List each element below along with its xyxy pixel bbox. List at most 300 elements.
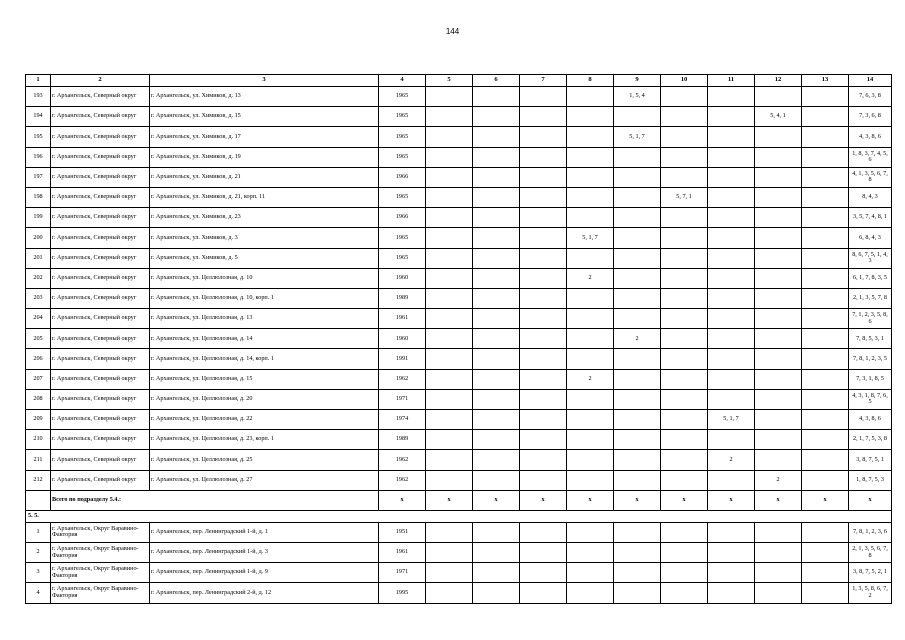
table-cell (426, 329, 473, 349)
total-value: x (567, 490, 614, 510)
table-cell (614, 268, 661, 288)
table-cell: г. Архангельск, ул. Целлюлозная, д. 25 (150, 450, 379, 470)
table-cell (614, 349, 661, 369)
table-cell: 202 (26, 268, 51, 288)
table-cell (426, 248, 473, 268)
table-cell (567, 87, 614, 107)
table-cell: 4 (26, 583, 51, 603)
table-cell (708, 288, 755, 308)
table-cell (755, 563, 802, 583)
table-row (26, 583, 892, 603)
table-cell (473, 450, 520, 470)
table-cell: 7, 1, 2, 3, 5, 8, 6 (849, 309, 892, 329)
table-cell (426, 583, 473, 603)
column-header: 5 (426, 75, 473, 87)
table-cell: г. Архангельск, ул. Целлюлозная, д. 10 (150, 268, 379, 288)
table-cell (661, 167, 708, 187)
table-row (26, 389, 892, 409)
table-cell: г. Архангельск, ул. Целлюлозная, д. 15 (150, 369, 379, 389)
table-cell (708, 87, 755, 107)
table-cell (473, 208, 520, 228)
table-cell: 5, 1, 7 (614, 127, 661, 147)
table-cell (520, 147, 567, 167)
table-cell (567, 167, 614, 187)
table-cell (708, 208, 755, 228)
table-cell (473, 309, 520, 329)
table-cell (520, 87, 567, 107)
table-cell: 1991 (379, 349, 426, 369)
table-cell (567, 329, 614, 349)
total-value: x (520, 490, 567, 510)
table-cell (802, 470, 849, 490)
total-value: x (379, 490, 426, 510)
table-cell: 2, 1, 7, 5, 3, 8 (849, 430, 892, 450)
table-cell (473, 410, 520, 430)
table-cell (567, 349, 614, 369)
table-cell (520, 522, 567, 542)
table-cell: 3, 5, 7, 4, 8, 1 (849, 208, 892, 228)
table-cell: 193 (26, 87, 51, 107)
table-cell: 1, 5, 4 (614, 87, 661, 107)
table-cell: 1966 (379, 208, 426, 228)
table-cell (708, 167, 755, 187)
table-cell: 1965 (379, 228, 426, 248)
table-cell: г. Архангельск, Округ Варавино-Фактория (51, 522, 150, 542)
table-cell: 2, 1, 3, 5, 6, 7, 8 (849, 542, 892, 562)
table-cell (473, 522, 520, 542)
table-cell (802, 329, 849, 349)
table-row (26, 309, 892, 329)
table-cell: 2 (755, 470, 802, 490)
table-cell: 197 (26, 167, 51, 187)
table-cell (755, 309, 802, 329)
table-cell: 1, 8, 3, 7, 4, 5, 6 (849, 147, 892, 167)
table-cell (614, 369, 661, 389)
table-cell (426, 563, 473, 583)
table-cell (520, 583, 567, 603)
table-cell (802, 349, 849, 369)
total-row (26, 490, 892, 510)
table-cell (614, 228, 661, 248)
table-cell: 6, 1, 7, 8, 3, 5 (849, 268, 892, 288)
table-cell (614, 389, 661, 409)
table-cell (755, 288, 802, 308)
table-cell (473, 430, 520, 450)
table-cell (473, 470, 520, 490)
table-cell: 210 (26, 430, 51, 450)
table-cell (567, 309, 614, 329)
table-cell (755, 522, 802, 542)
table-cell: 4, 3, 8, 6 (849, 127, 892, 147)
table-cell: г. Архангельск, Северный округ (51, 87, 150, 107)
table-cell: 4, 3, 8, 6 (849, 410, 892, 430)
table-row (26, 369, 892, 389)
table-row (26, 349, 892, 369)
table-cell: г. Архангельск, Северный округ (51, 208, 150, 228)
table-cell (755, 410, 802, 430)
column-header: 4 (379, 75, 426, 87)
table-cell: 2 (708, 450, 755, 470)
table-cell: 1962 (379, 450, 426, 470)
table-cell: 3, 8, 7, 5, 1 (849, 450, 892, 470)
table-cell: 7, 8, 1, 2, 3, 6 (849, 522, 892, 542)
table-cell (26, 490, 51, 510)
table-cell: 7, 3, 1, 8, 5 (849, 369, 892, 389)
table-cell (473, 349, 520, 369)
table-cell: 1960 (379, 329, 426, 349)
table-cell: г. Архангельск, ул. Целлюлозная, д. 13 (150, 309, 379, 329)
total-value: x (614, 490, 661, 510)
table-cell: 1971 (379, 389, 426, 409)
table-cell (661, 329, 708, 349)
table-cell (567, 430, 614, 450)
table-cell (426, 369, 473, 389)
table-cell (661, 107, 708, 127)
table-cell (567, 522, 614, 542)
table-cell: г. Архангельск, пер. Ленинградский 1-й, д. 1 (150, 522, 379, 542)
table-cell (802, 288, 849, 308)
table-cell: 1974 (379, 410, 426, 430)
table-cell: г. Архангельск, Округ Варавино-Фактория (51, 583, 150, 603)
table-cell: г. Архангельск, Северный округ (51, 107, 150, 127)
table-cell (661, 248, 708, 268)
table-cell (520, 107, 567, 127)
table-cell (473, 563, 520, 583)
table-cell (473, 228, 520, 248)
table-cell (426, 470, 473, 490)
table-cell (520, 389, 567, 409)
table-cell (614, 187, 661, 207)
table-cell (755, 450, 802, 470)
table-cell (567, 248, 614, 268)
table-row (26, 542, 892, 562)
table-cell: г. Архангельск, ул. Химиков, д. 3 (150, 228, 379, 248)
table-cell: г. Архангельск, Северный округ (51, 410, 150, 430)
section-row (26, 510, 892, 522)
table-cell (473, 268, 520, 288)
table-cell: г. Архангельск, Северный округ (51, 430, 150, 450)
table-cell (661, 563, 708, 583)
table-cell: г. Архангельск, Округ Варавино-Фактория (51, 563, 150, 583)
table-cell: г. Архангельск, ул. Химиков, д. 19 (150, 147, 379, 167)
table-cell (567, 208, 614, 228)
table-cell: 2 (614, 329, 661, 349)
table-row (26, 147, 892, 167)
table-cell (755, 268, 802, 288)
table-cell: г. Архангельск, ул. Целлюлозная, д. 20 (150, 389, 379, 409)
table-cell: 7, 3, 6, 8 (849, 107, 892, 127)
table-cell (708, 349, 755, 369)
table-cell (426, 450, 473, 470)
table-cell (426, 410, 473, 430)
table-cell (567, 147, 614, 167)
total-value: x (661, 490, 708, 510)
table-cell (520, 329, 567, 349)
table-cell (755, 228, 802, 248)
table-cell (567, 187, 614, 207)
table-row (26, 228, 892, 248)
table-cell (426, 288, 473, 308)
column-header: 9 (614, 75, 661, 87)
table-row (26, 450, 892, 470)
table-row (26, 288, 892, 308)
table-cell (661, 228, 708, 248)
table-cell: 7, 8, 1, 2, 3, 5 (849, 349, 892, 369)
table-cell: г. Архангельск, Северный округ (51, 369, 150, 389)
table-cell: 1960 (379, 268, 426, 288)
table-cell: 5, 1, 7 (567, 228, 614, 248)
table-cell: 2 (26, 542, 51, 562)
table-cell (520, 542, 567, 562)
table-cell (520, 228, 567, 248)
table-cell (661, 349, 708, 369)
table-cell (708, 248, 755, 268)
table-cell (614, 583, 661, 603)
table-cell (755, 208, 802, 228)
table-cell: г. Архангельск, ул. Целлюлозная, д. 14 (150, 329, 379, 349)
table-cell: 1961 (379, 309, 426, 329)
table-cell: г. Архангельск, ул. Целлюлозная, д. 23, корп. 1 (150, 430, 379, 450)
table-cell: 2, 1, 3, 5, 7, 8 (849, 288, 892, 308)
table-cell (802, 107, 849, 127)
table-cell (661, 542, 708, 562)
table-cell: г. Архангельск, ул. Химиков, д. 23 (150, 208, 379, 228)
table-cell (520, 349, 567, 369)
table-cell (473, 329, 520, 349)
table-cell: 1965 (379, 87, 426, 107)
table-cell (614, 410, 661, 430)
table-cell (755, 329, 802, 349)
table-cell (802, 268, 849, 288)
table-cell (473, 248, 520, 268)
table-cell (567, 450, 614, 470)
table-cell: 1961 (379, 542, 426, 562)
table-cell: г. Архангельск, ул. Химиков, д. 13 (150, 87, 379, 107)
table-cell: г. Архангельск, Северный округ (51, 389, 150, 409)
table-cell: г. Архангельск, Северный округ (51, 329, 150, 349)
table-row (26, 107, 892, 127)
column-header: 1 (26, 75, 51, 87)
column-header: 8 (567, 75, 614, 87)
table-cell (661, 583, 708, 603)
table-cell: 196 (26, 147, 51, 167)
table-cell (614, 430, 661, 450)
table-cell (802, 127, 849, 147)
table-cell (567, 542, 614, 562)
table-cell (520, 248, 567, 268)
table-cell (661, 369, 708, 389)
table-cell (708, 187, 755, 207)
table-cell: 1989 (379, 430, 426, 450)
table-cell (426, 167, 473, 187)
table-cell: г. Архангельск, ул. Целлюлозная, д. 22 (150, 410, 379, 430)
total-value: x (849, 490, 892, 510)
table-cell: 4, 1, 3, 5, 6, 7, 8 (849, 167, 892, 187)
table-cell: 3, 8, 7, 5, 2, 1 (849, 563, 892, 583)
table-cell (520, 208, 567, 228)
table-cell: 7, 6, 3, 8 (849, 87, 892, 107)
table-cell: г. Архангельск, Северный округ (51, 167, 150, 187)
table-cell: г. Архангельск, Северный округ (51, 288, 150, 308)
table-cell: г. Архангельск, ул. Химиков, д. 21 (150, 167, 379, 187)
table-cell (520, 430, 567, 450)
table-cell (708, 309, 755, 329)
table-cell: 4, 3, 1, 8, 7, 6, 5 (849, 389, 892, 409)
table-cell: 212 (26, 470, 51, 490)
table-cell (708, 127, 755, 147)
table-cell: 207 (26, 369, 51, 389)
table-cell (661, 127, 708, 147)
table-cell (708, 389, 755, 409)
table-cell (426, 107, 473, 127)
table-cell (520, 268, 567, 288)
table-cell (426, 228, 473, 248)
table-cell (661, 410, 708, 430)
table-cell: 198 (26, 187, 51, 207)
table-cell (802, 522, 849, 542)
table-cell (661, 470, 708, 490)
table-cell (802, 228, 849, 248)
table-cell: 211 (26, 450, 51, 470)
table-cell (473, 147, 520, 167)
table-cell (708, 107, 755, 127)
data-table (25, 74, 892, 604)
table-cell (473, 127, 520, 147)
table-cell: 194 (26, 107, 51, 127)
table-cell (567, 127, 614, 147)
table-cell (802, 542, 849, 562)
table-cell: 209 (26, 410, 51, 430)
table-cell: 208 (26, 389, 51, 409)
table-cell (426, 187, 473, 207)
table-row (26, 430, 892, 450)
table-cell (708, 329, 755, 349)
table-cell: 206 (26, 349, 51, 369)
table-cell (567, 107, 614, 127)
table-cell: 5, 7, 1 (661, 187, 708, 207)
table-row (26, 248, 892, 268)
table-cell (755, 87, 802, 107)
table-cell: 1965 (379, 187, 426, 207)
table-cell: 7, 8, 5, 3, 1 (849, 329, 892, 349)
table-cell (802, 410, 849, 430)
table-cell (567, 563, 614, 583)
table-cell (614, 309, 661, 329)
table-cell (802, 167, 849, 187)
table-cell (802, 583, 849, 603)
table-cell: 5, 1, 7 (708, 410, 755, 430)
table-cell: 1962 (379, 369, 426, 389)
table-cell (426, 522, 473, 542)
table-cell: 6, 8, 4, 3 (849, 228, 892, 248)
column-header: 10 (661, 75, 708, 87)
table-cell (802, 208, 849, 228)
table-cell (802, 87, 849, 107)
table-cell (520, 410, 567, 430)
table-cell (473, 107, 520, 127)
table-cell (473, 369, 520, 389)
table-row (26, 268, 892, 288)
table-cell (520, 563, 567, 583)
table-cell (426, 208, 473, 228)
table-cell: 2 (567, 369, 614, 389)
table-cell (755, 542, 802, 562)
table-cell (802, 309, 849, 329)
table-cell: 201 (26, 248, 51, 268)
table-cell (708, 563, 755, 583)
table-cell: г. Архангельск, Северный округ (51, 450, 150, 470)
table-cell (708, 470, 755, 490)
table-cell (755, 147, 802, 167)
table-cell (473, 187, 520, 207)
table-cell (802, 389, 849, 409)
table-cell (520, 187, 567, 207)
table-cell (614, 563, 661, 583)
table-cell (661, 147, 708, 167)
table-cell (802, 430, 849, 450)
table-cell: г. Архангельск, пер. Ленинградский 1-й, д. 3 (150, 542, 379, 562)
table-row (26, 208, 892, 228)
table-cell (614, 470, 661, 490)
table-cell (614, 542, 661, 562)
table-cell (755, 369, 802, 389)
table-cell: г. Архангельск, Округ Варавино-Фактория (51, 542, 150, 562)
table-cell: 5, 4, 1 (755, 107, 802, 127)
table-cell (661, 430, 708, 450)
table-cell (661, 309, 708, 329)
table-cell (661, 208, 708, 228)
table-cell (473, 583, 520, 603)
table-cell: г. Архангельск, ул. Химиков, д. 15 (150, 107, 379, 127)
table-cell (614, 147, 661, 167)
table-cell: г. Архангельск, Северный округ (51, 147, 150, 167)
column-header: 6 (473, 75, 520, 87)
table-cell (614, 522, 661, 542)
total-value: x (426, 490, 473, 510)
table-cell (802, 147, 849, 167)
table-cell (755, 167, 802, 187)
table-cell (755, 389, 802, 409)
table-cell (614, 107, 661, 127)
table-cell (567, 583, 614, 603)
table-cell: 1995 (379, 583, 426, 603)
table-cell (755, 248, 802, 268)
table-cell (755, 583, 802, 603)
table-cell (708, 268, 755, 288)
column-header: 14 (849, 75, 892, 87)
table-cell (802, 187, 849, 207)
table-cell (614, 288, 661, 308)
total-value: x (755, 490, 802, 510)
table-cell: г. Архангельск, ул. Целлюлозная, д. 10, корп. 1 (150, 288, 379, 308)
table-cell: 1951 (379, 522, 426, 542)
table-cell: 205 (26, 329, 51, 349)
column-header: 2 (51, 75, 150, 87)
table-cell: г. Архангельск, ул. Целлюлозная, д. 27 (150, 470, 379, 490)
table-cell (426, 268, 473, 288)
table-cell: г. Архангельск, Северный округ (51, 470, 150, 490)
table-cell (661, 288, 708, 308)
table-cell: 199 (26, 208, 51, 228)
table-cell (426, 349, 473, 369)
table-cell (520, 127, 567, 147)
table-cell (661, 87, 708, 107)
column-header: 3 (150, 75, 379, 87)
table-row (26, 563, 892, 583)
table-row (26, 329, 892, 349)
table-cell (567, 389, 614, 409)
table-row (26, 187, 892, 207)
